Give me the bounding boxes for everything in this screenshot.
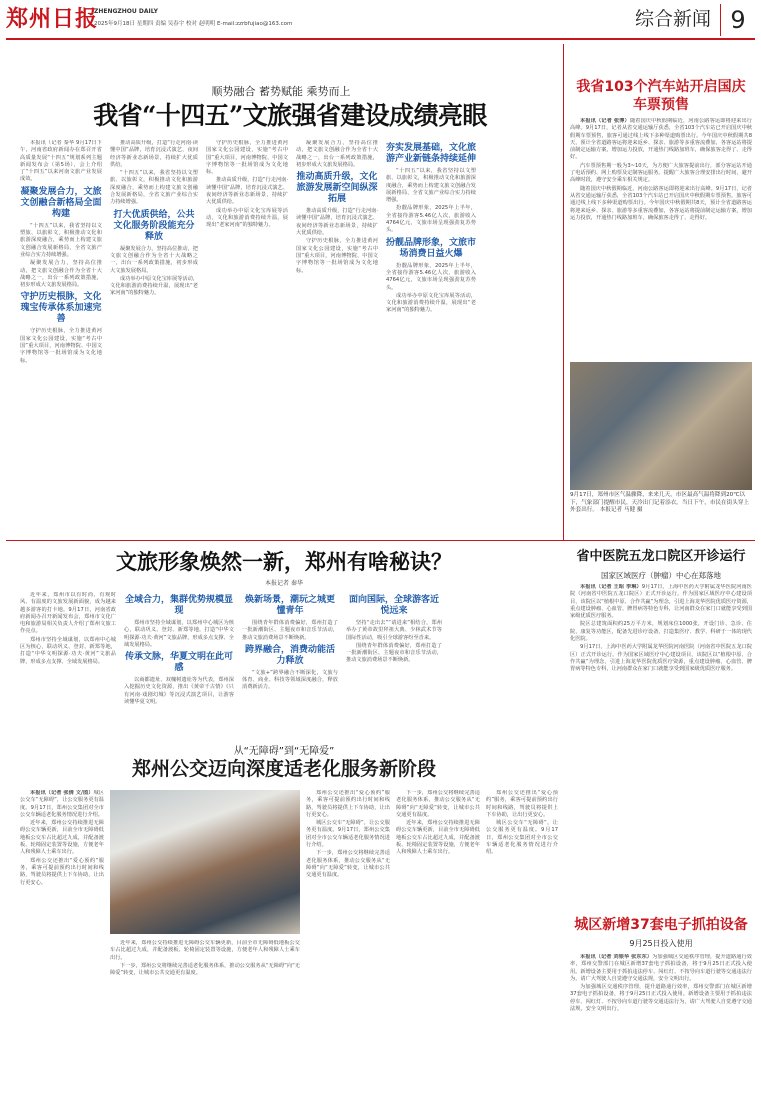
- story1-p1-b: “十四五”以来，我省坚持以文塑旅、以旅彰文，积极推动文化和旅游深度融合，乘势而上构建文旅文创融合发展新格局，全省文旅产业综合实力持续增强。: [110, 170, 198, 206]
- story3-sub2: 传承文脉，华夏文明在此可感: [124, 652, 233, 674]
- story1-p2-b: 凝聚发展合力，坚持高位推动，把文旅文创融合作为全省十大战略之一，出台一系列政策措施，初步形成大文旅发展格局。: [110, 245, 198, 274]
- story3-sub5: 面向国际，全球游客近悦远来: [348, 595, 439, 616]
- story6-body: [570, 954, 752, 1082]
- story1-p3: 守护历史根脉，全力推进黄河国家文化公园建设，实施“考古中国”重大项目，河南博物院、中国文字博物馆等一批场馆成为文化地标。: [20, 328, 102, 364]
- story1-p2: 凝聚发展合力，坚持高位推动，把文旅文创融合作为全省十大战略之一，出台一系列政策措施，初步形成大文旅发展格局。: [20, 260, 102, 289]
- story1-col5: [386, 140, 476, 464]
- story5-title: 郑州公交迈向深度适老化服务新阶段: [131, 758, 436, 780]
- column-divider: [563, 44, 564, 540]
- story5-p2-b: 近年来，郑州公交持续推进无障碍公交车辆更新，目前全市无障碍低地板公交车占比超过九成，并配备渡板、轮椅固定装置等设施，方便老年人和残障人士乘车出行。: [110, 940, 300, 961]
- story2-text2: 汽车票预售期一般为3~10天，为方便广大旅客提前出行，部分客运站开通了电话预约、网上购票及定制客运服务。提醒广大旅客合理安排出行时间，避开高峰时段，遵守安全乘车相关规定。: [570, 162, 752, 184]
- story1-p2-c: 凝聚发展合力，坚持高位推动，把文旅文创融合作为全省十大战略之一，出台一系列政策措施，初步形成大文旅发展格局。: [296, 140, 378, 168]
- story5-col4: [396, 790, 480, 1082]
- story2-title-text: 我省103个汽车站开启国庆车票预售: [576, 79, 746, 113]
- story1-p3-c: 守护历史根脉，全力推进黄河国家文化公园建设，实施“考古中国”重大项目，河南博物院、中国文字博物馆等一批场馆成为文化地标。: [296, 238, 378, 274]
- story1-p1: “十四五”以来，我省坚持以文塑旅、以旅彰文，积极推动文化和旅游深度融合，乘势而上构建文旅文创融合发展新格局，全省文旅产业综合实力持续增强。: [20, 222, 102, 258]
- story4-title: 省中医院五龙口院区开诊运行: [576, 549, 746, 564]
- story1-sub5: 夯实发展基础，文化旅游产业新链条持续延伸: [386, 143, 476, 164]
- story6-title: 城区新增37套电子抓拍设备: [574, 917, 748, 933]
- story1-p3-b: 守护历史根脉，全力推进黄河国家文化公园建设，实施“考古中国”重大项目，河南博物院、中国文字博物馆等一批场馆成为文化地标。: [206, 140, 288, 176]
- story1-p4: 推动高质升级，打造“行走河南·读懂中国”品牌，培育沉浸式演艺、夜间经济等新业态新场景，持续扩大优质供给。: [110, 140, 198, 168]
- story1-p5: 扮靓品牌形象，2025年上半年，全省接待游客5.46亿人次，旅游收入4764亿元，文旅市场呈现强劲复苏势头。: [386, 205, 476, 234]
- story5-p4-b: 下一步，郑州公交将继续完善适老化服务体系，推动公交服务从“无障碍”向“无障爱”转变，让城市公共交通更有温度。: [306, 850, 390, 879]
- story1-p4-c: 推动高质升级，打造“行走河南·读懂中国”品牌，培育沉浸式演艺、夜间经济等新业态新场景，持续扩大优质供给。: [296, 208, 378, 237]
- masthead-logo: 郑州日报: [6, 6, 99, 32]
- story1-sub2: 守护历史根脉，文化瑰宝传承体系加速完善: [20, 292, 102, 325]
- masthead-logo-en: ZHENGZHOU DAILY: [94, 8, 158, 15]
- story1-title: 我省“十四五”文旅强省建设成绩亮眼: [93, 101, 487, 130]
- story1-col2: [110, 140, 198, 464]
- story4-subtitle: 国家区域医疗（肿瘤）中心在郑落地: [601, 571, 721, 580]
- story1-p1-c: “十四五”以来，我省坚持以文塑旅、以旅彰文，积极推动文化和旅游深度融合，乘势而上构建文旅文创融合发展新格局，全省文旅产业综合实力持续增强。: [386, 168, 476, 204]
- story1-p4-b: 推动高质升级，打造“行走河南·读懂中国”品牌，培育沉浸式演艺、夜间经济等新业态新场景，持续扩大优质供给。: [206, 177, 288, 206]
- story4-byline: 本报讯（记者 王昭 李琳）: [580, 584, 642, 590]
- story5-p4: 下一步，郑州公交将继续完善适老化服务体系，推动公交服务从“无障碍”向“无障爱”转变，让城市公共交通更有温度。: [110, 962, 300, 977]
- story6-text: 为加强城区交通秩序管理，提升道路通行效率，郑州交警部门在城区新增37套电子抓拍设备，将于9月25日正式投入使用。新增设备主要用于抓拍违法停车、闯红灯、不按导向车道行驶等交通违法行为，请广大驾驶人自觉遵守交通法规，安全文明出行。: [570, 954, 752, 982]
- page-number-text: 9: [730, 6, 746, 34]
- story1-kicker: 顺势融合 蓄势赋能 乘势而上: [211, 85, 351, 98]
- story3-p5: “文旅+”跨界融合不断深化，文旅与体育、商业、科技等领域深度融合，释放消费新活力。: [242, 669, 338, 691]
- story3-p3: 以商都遗址、双槐树遗址等为代表，郑州深入挖掘历史文化资源，推出《黄帝千古情》《只有河南·戏剧幻城》等沉浸式演艺项目，让游客读懂华夏文明。: [124, 677, 234, 706]
- story5-col5: [486, 790, 558, 1082]
- masthead-rule: [6, 38, 755, 40]
- story5-col2: [110, 940, 300, 1082]
- story6-subtitle: 9月25日投入使用: [629, 939, 693, 948]
- story1-col4: [296, 140, 378, 464]
- story3-p6: 坚持“走出去”“请进来”相结合，郑州举办了黄帝故里拜祖大典、少林武术节等国际性活动，吸引全球游客纷至沓来。: [346, 620, 442, 641]
- story3-sub4: 跨界融合，消费动能活力释放: [244, 644, 335, 666]
- story2-body: [570, 118, 752, 356]
- story4-text: 9月17日，上海中医药大学附属龙华医院河南医院（河南省中医院五龙口院区）正式开诊运行。作为国家区域医疗中心建设项目，该院区以“植根中原、合作共赢”为理念，引进上海龙华医院优质医疗资源，重点建设肿瘤、心血管、脾胃病等特色专科，让河南群众在家门口就能享受到国家级优质医疗服务。: [570, 584, 752, 620]
- story2-text-repeat: 随着国庆中秋假期临近，河南公路客运即将迎来出行高峰。9月17日，记者从省交通运输厅获悉，全省103个汽车站已开启国庆中秋假期车票预售，旅客可通过线上线下多种渠道购票出行。今年国庆中秋假期共8天，预计全省道路客运将迎来返乡、探亲、旅游等多重客流叠加，各客运站将提前制定运输方案，增加运力投放，开通热门线路加班车，确保旅客走得了、走得好。: [570, 185, 752, 221]
- story6-text-repeat: 为加强城区交通秩序管理，提升道路通行效率，郑州交警部门在城区新增37套电子抓拍设备，将于9月25日正式投入使用。新增设备主要用于抓拍违法停车、闯红灯、不按导向车道行驶等交通违法行为，请广大驾驶人自觉遵守交通法规，安全文明出行。: [570, 984, 752, 1013]
- story5-p3-b: 郑州公交还推出“爱心预约”服务，乘客可提前预约出行时间和线路，驾驶员将提供上下车协助，让出行更安心。: [306, 790, 390, 818]
- story3-p4-b: 围绕青年群体消费偏好，郑州打造了一批新潮街区、主题夜市和音乐节活动，推动文旅消费场景不断焕新。: [346, 642, 442, 664]
- story3-p2: 郑州市坚持全域谋划，以郑州中心城区为核心，联动巩义、登封、新郑等地，打造“中华文明探源·功夫·黄河”文旅品牌，形成多点支撑、全域发展格局。: [20, 636, 116, 665]
- story1-lead: 本报讯（记者 秦华 9月17日下午，河南省政府新闻办在郑召开省高质量发展“十四五”规划系列主题新闻发布会（第5场），会上介绍了“十四五”以来河南文旅产业发展成效。: [20, 140, 102, 183]
- story1-sub3: 打大优质供给，公共文化服务阶段能充分释放: [113, 209, 195, 242]
- story5-p3: 郑州公交还推出“爱心预约”服务，乘客可提前预约出行时间和线路，驾驶员将提供上下车协助，让出行更安心。: [20, 857, 104, 886]
- story2-text: 随着国庆中秋假期临近，河南公路客运即将迎来出行高峰。9月17日，记者从省交通运输厅获悉，全省103个汽车站已开启国庆中秋假期车票预售，旅客可通过线上线下多种渠道购票出行。今年国庆中秋假期共8天，预计全省道路客运将迎来返乡、探亲、旅游等多重客流叠加，各客运站将提前制定运输方案，增加运力投放，开通热门线路加班车，确保旅客走得了、走得好。: [570, 118, 752, 161]
- story5-p1: 城区公交车“无障碍”，让公交服务更有温度。9月17日，郑州公交集团对全市公交车辆适老化服务情况进行介绍。: [20, 790, 104, 818]
- story1-sub4: 推动高质升级，文化旅游发展新空间纵深拓展: [296, 172, 378, 205]
- story1-col1: [20, 140, 102, 464]
- story5-p1-c: 城区公交车“无障碍”，让公交服务更有温度。9月17日，郑州公交集团对全市公交车辆适老化服务情况进行介绍。: [486, 820, 558, 856]
- story1-p6-b: 成功举办中原文化宝库展等活动，文化和旅游消费持续升温，展现出“老家河南”的独特魅力。: [206, 207, 288, 229]
- issue-line: 2025年9月18日 星期四 责编 吴春宇 校对 赵明明 E-mail:zzrbfujiao@163.com: [94, 21, 293, 27]
- story5-p2: 近年来，郑州公交持续推进无障碍公交车辆更新，目前全市无障碍低地板公交车占比超过九成，并配备渡板、轮椅固定装置等设施，方便老年人和残障人士乘车出行。: [20, 820, 104, 856]
- story5-col3: [306, 790, 390, 1082]
- story3-p4: 围绕青年群体消费偏好，郑州打造了一批新潮街区、主题夜市和音乐节活动，推动文旅消费场景不断焕新。: [242, 620, 338, 641]
- masthead: [6, 6, 755, 36]
- story5-p3-c: 郑州公交还推出“爱心预约”服务，乘客可提前预约出行时间和线路，驾驶员将提供上下车协助，让出行更安心。: [486, 790, 558, 818]
- story1-p5-b: 扮靓品牌形象，2025年上半年，全省接待游客5.46亿人次，旅游收入4764亿元，文旅市场呈现强劲复苏势头。: [386, 262, 476, 291]
- story5-kicker: 从“无障碍”到“无障爱”: [233, 746, 335, 757]
- story1-col3: [206, 140, 288, 464]
- story5-col1: [20, 790, 104, 1082]
- story3-col1: [20, 592, 116, 736]
- story5-p4-c: 下一步，郑州公交将继续完善适老化服务体系，推动公交服务从“无障碍”向“无障爱”转变，让城市公共交通更有温度。: [396, 790, 480, 818]
- section-rule: [6, 540, 755, 541]
- story3-p2-b: 郑州市坚持全域谋划，以郑州中心城区为核心，联动巩义、登封、新郑等地，打造“中华文明探源·功夫·黄河”文旅品牌，形成多点支撑、全域发展格局。: [124, 620, 234, 648]
- story4-text-repeat: 9月17日，上海中医药大学附属龙华医院河南医院（河南省中医院五龙口院区）正式开诊运行。作为国家区域医疗中心建设项目，该院区以“植根中原、合作共赢”为理念，引进上海龙华医院优质医疗资源，重点建设肿瘤、心血管、脾胃病等特色专科，让河南群众在家门口就能享受到国家级优质医疗服务。: [570, 644, 752, 673]
- story1-p6: 成功举办中原文化宝库展等活动，文化和旅游消费持续升温，展现出“老家河南”的独特魅力。: [110, 275, 198, 297]
- story3-col2: [124, 592, 234, 736]
- story4-body: [570, 584, 752, 734]
- story3-title: 文旅形象焕然一新，郑州有啥秘诀？: [116, 549, 452, 574]
- story6-byline: 本报讯（记者 刘银华 张东东）: [580, 954, 653, 960]
- story3-sub1: 全域合力，集群优势规模显现: [124, 595, 233, 616]
- story3-col4: [346, 592, 442, 736]
- story5-p1-b: 城区公交车“无障碍”，让公交服务更有温度。9月17日，郑州公交集团对全市公交车辆适老化服务情况进行介绍。: [306, 820, 390, 849]
- story1-sub1: 凝聚发展合力，文旅文创融合新格局全面构建: [20, 186, 102, 219]
- story1-p6-c: 成功举办中原文化宝库展等活动，文化和旅游消费持续升温，展现出“老家河南”的独特魅力。: [386, 292, 476, 314]
- story3-p1: 近年来，郑州市以有时尚、有观时风、有温度的文旅发展新面貌，成为越来越多游客的打卡地。9月17日，河南省政府新闻办召开新闻发布会，郑州市文化广电和旅游局相关负责人介绍了郑州文旅工作亮点。: [20, 592, 116, 635]
- story2-title: [570, 78, 752, 114]
- photo-caption: 9月17日，郑州市区气温骤降，来来几天，市区最高气温将降到20℃以下，气象部门提醒市民，天冷出门记着添衣。当日下午，市民在街头穿上外套出行。 本报记者 马健 摄: [570, 492, 750, 513]
- story1-sub6: 扮靓品牌形象，文旅市场消费日益火爆: [386, 237, 476, 259]
- section-title: 综合新闻: [634, 9, 711, 30]
- bus-accessibility-photo: [110, 790, 300, 934]
- story4-text2: 院区总建筑面积约25万平方米，规划床位1000张，开设门诊、急诊、住院、康复等功能区，配备先进诊疗设备，打造集医疗、教学、科研于一体的现代化医院。: [570, 621, 752, 643]
- story5-byline: 本报讯（记者 张倩 文/图）: [30, 790, 94, 796]
- story2-byline: 本报讯（记者 张博）: [580, 118, 630, 124]
- story3-sub3: 焕新场景，潮玩之城更懂青年: [244, 595, 335, 616]
- story5-p2-c: 近年来，郑州公交持续推进无障碍公交车辆更新，目前全市无障碍低地板公交车占比超过九成，并配备渡板、轮椅固定装置等设施，方便老年人和残障人士乘车出行。: [396, 820, 480, 856]
- page-number: [720, 4, 755, 36]
- story3-col3: [242, 592, 338, 736]
- weather-photo: [570, 362, 752, 490]
- story3-byline: 本报记者 秦华: [265, 580, 303, 587]
